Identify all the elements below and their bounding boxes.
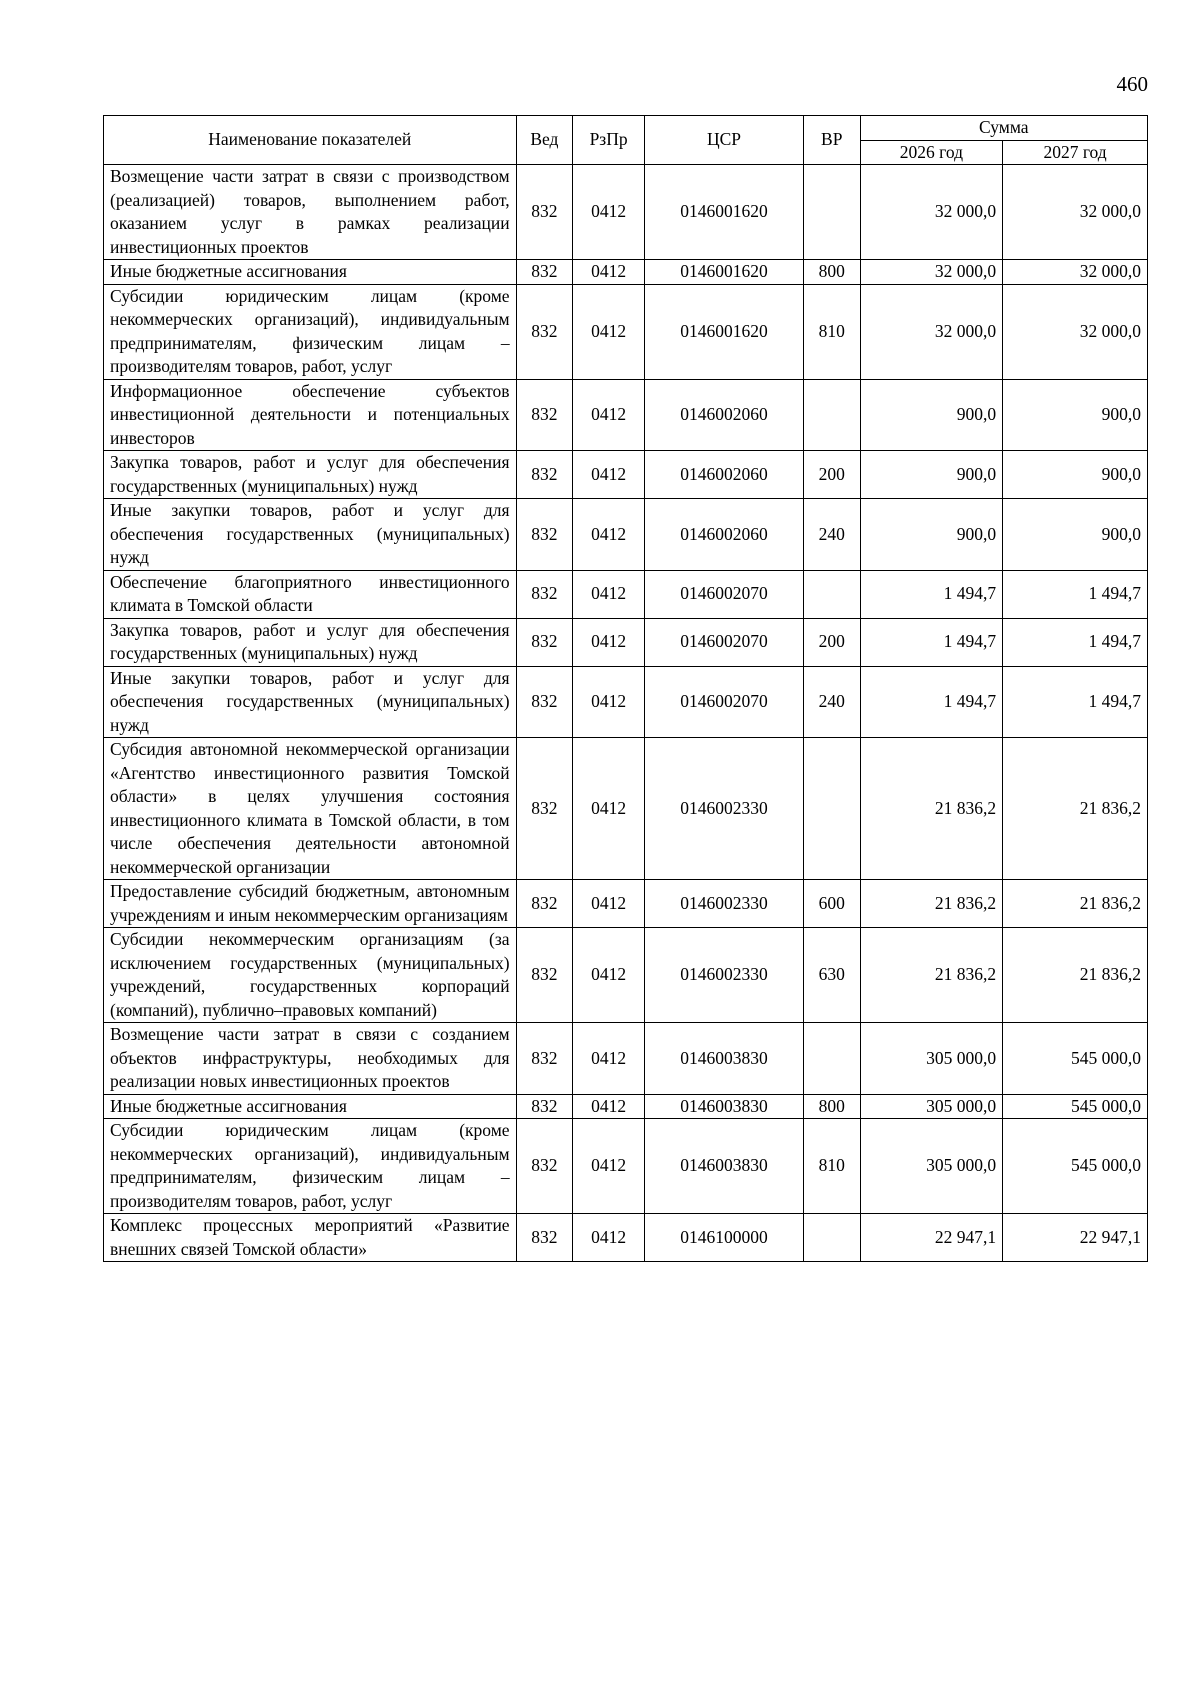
row-ved-cell: 832 [516,260,573,285]
row-name-cell: Возмещение части затрат в связи с производством (реализацией) товаров, выполнением работ, оказанием услуг в рамках реализации инвестиционных проектов [104,165,517,260]
row-sum-2027-cell: 21 836,2 [1003,738,1148,880]
row-name-cell: Комплекс процессных мероприятий «Развитие внешних связей Томской области» [104,1214,517,1262]
table-row [104,1023,1148,1095]
row-rzpr-cell: 0412 [573,738,645,880]
row-sum-2026-cell: 21 836,2 [860,880,1003,928]
row-csr-cell: 0146002330 [645,928,804,1023]
row-name-cell: Субсидии юридическим лицам (кроме некоммерческих организаций), индивидуальным предпринимателям, физическим лицам – производителям товаров, работ, услуг [104,1119,517,1214]
table-row [104,618,1148,666]
row-rzpr-cell: 0412 [573,618,645,666]
row-sum-2026-cell: 1 494,7 [860,618,1003,666]
row-ved-cell: 832 [516,928,573,1023]
row-ved-cell: 832 [516,1023,573,1095]
header-rzpr: РзПр [573,116,645,165]
row-sum-2026-cell: 32 000,0 [860,284,1003,379]
row-sum-2026-cell: 1 494,7 [860,666,1003,738]
row-sum-2026-cell: 305 000,0 [860,1094,1003,1119]
row-sum-2026-cell: 900,0 [860,379,1003,451]
table-row [104,260,1148,285]
table-row [104,1214,1148,1262]
row-csr-cell: 0146001620 [645,284,804,379]
row-sum-2027-cell: 1 494,7 [1003,570,1148,618]
row-ved-cell: 832 [516,1119,573,1214]
row-vr-cell [803,1214,860,1262]
table-row [104,880,1148,928]
row-vr-cell: 200 [803,618,860,666]
row-sum-2026-cell: 21 836,2 [860,738,1003,880]
row-rzpr-cell: 0412 [573,284,645,379]
row-sum-2027-cell: 32 000,0 [1003,260,1148,285]
row-vr-cell: 600 [803,880,860,928]
row-vr-cell: 810 [803,284,860,379]
row-sum-2027-cell: 22 947,1 [1003,1214,1148,1262]
row-sum-2026-cell: 1 494,7 [860,570,1003,618]
row-rzpr-cell: 0412 [573,1214,645,1262]
table-row [104,738,1148,880]
row-vr-cell: 240 [803,666,860,738]
row-name-cell: Субсидия автономной некоммерческой организации «Агентство инвестиционного развития Томской области» в целях улучшения состояния инвестиционного климата в Томской области, в том числе обеспечения деятельности автономной некоммерческой организации [104,738,517,880]
row-ved-cell: 832 [516,451,573,499]
row-sum-2027-cell: 1 494,7 [1003,666,1148,738]
row-name-cell: Закупка товаров, работ и услуг для обеспечения государственных (муниципальных) нужд [104,451,517,499]
header-csr: ЦСР [645,116,804,165]
row-csr-cell: 0146001620 [645,165,804,260]
row-sum-2026-cell: 900,0 [860,499,1003,571]
row-rzpr-cell: 0412 [573,928,645,1023]
row-csr-cell: 0146002330 [645,738,804,880]
row-sum-2027-cell: 900,0 [1003,451,1148,499]
table-row [104,379,1148,451]
row-sum-2026-cell: 32 000,0 [860,165,1003,260]
row-ved-cell: 832 [516,570,573,618]
table-row [104,570,1148,618]
row-ved-cell: 832 [516,499,573,571]
row-ved-cell: 832 [516,1214,573,1262]
row-name-cell: Предоставление субсидий бюджетным, автономным учреждениям и иным некоммерческим организациям [104,880,517,928]
row-sum-2027-cell: 21 836,2 [1003,880,1148,928]
header-sum: Сумма [860,116,1147,141]
table-row [104,284,1148,379]
table-row [104,1094,1148,1119]
header-vr: ВР [803,116,860,165]
row-name-cell: Иные бюджетные ассигнования [104,260,517,285]
table-row [104,1119,1148,1214]
row-csr-cell: 0146002070 [645,618,804,666]
header-ved: Вед [516,116,573,165]
row-sum-2027-cell: 1 494,7 [1003,618,1148,666]
row-ved-cell: 832 [516,666,573,738]
row-rzpr-cell: 0412 [573,666,645,738]
row-rzpr-cell: 0412 [573,880,645,928]
row-csr-cell: 0146100000 [645,1214,804,1262]
header-name: Наименование показателей [104,116,517,165]
row-sum-2027-cell: 545 000,0 [1003,1119,1148,1214]
row-sum-2027-cell: 545 000,0 [1003,1023,1148,1095]
row-name-cell: Информационное обеспечение субъектов инвестиционной деятельности и потенциальных инвесторов [104,379,517,451]
row-vr-cell: 240 [803,499,860,571]
row-vr-cell [803,1023,860,1095]
row-ved-cell: 832 [516,618,573,666]
row-name-cell: Возмещение части затрат в связи с созданием объектов инфраструктуры, необходимых для реализации новых инвестиционных проектов [104,1023,517,1095]
row-sum-2026-cell: 305 000,0 [860,1119,1003,1214]
row-rzpr-cell: 0412 [573,499,645,571]
page-number: 460 [1116,72,1148,96]
row-sum-2026-cell: 21 836,2 [860,928,1003,1023]
row-rzpr-cell: 0412 [573,1023,645,1095]
row-name-cell: Иные закупки товаров, работ и услуг для обеспечения государственных (муниципальных) нужд [104,499,517,571]
row-sum-2027-cell: 900,0 [1003,499,1148,571]
row-ved-cell: 832 [516,738,573,880]
row-name-cell: Субсидии юридическим лицам (кроме некоммерческих организаций), индивидуальным предпринимателям, физическим лицам – производителям товаров, работ, услуг [104,284,517,379]
budget-table [103,115,1148,1262]
row-vr-cell [803,379,860,451]
row-vr-cell: 630 [803,928,860,1023]
row-rzpr-cell: 0412 [573,1119,645,1214]
row-sum-2027-cell: 545 000,0 [1003,1094,1148,1119]
table-row [104,928,1148,1023]
table-row [104,451,1148,499]
row-csr-cell: 0146002070 [645,666,804,738]
row-ved-cell: 832 [516,165,573,260]
row-sum-2027-cell: 900,0 [1003,379,1148,451]
row-sum-2026-cell: 900,0 [860,451,1003,499]
row-csr-cell: 0146003830 [645,1094,804,1119]
table-row [104,499,1148,571]
row-vr-cell [803,165,860,260]
row-csr-cell: 0146002330 [645,880,804,928]
row-sum-2026-cell: 32 000,0 [860,260,1003,285]
row-csr-cell: 0146002060 [645,499,804,571]
row-vr-cell: 810 [803,1119,860,1214]
row-name-cell: Иные бюджетные ассигнования [104,1094,517,1119]
row-sum-2027-cell: 32 000,0 [1003,284,1148,379]
row-sum-2026-cell: 22 947,1 [860,1214,1003,1262]
row-ved-cell: 832 [516,284,573,379]
row-name-cell: Иные закупки товаров, работ и услуг для обеспечения государственных (муниципальных) нужд [104,666,517,738]
row-rzpr-cell: 0412 [573,260,645,285]
row-csr-cell: 0146002070 [645,570,804,618]
row-csr-cell: 0146003830 [645,1023,804,1095]
row-name-cell: Закупка товаров, работ и услуг для обеспечения государственных (муниципальных) нужд [104,618,517,666]
header-year-2026: 2026 год [860,140,1003,165]
row-sum-2027-cell: 21 836,2 [1003,928,1148,1023]
row-sum-2027-cell: 32 000,0 [1003,165,1148,260]
row-csr-cell: 0146002060 [645,379,804,451]
row-name-cell: Субсидии некоммерческим организациям (за исключением государственных (муниципальных) учреждений, государственных корпораций (компаний), публично–правовых компаний) [104,928,517,1023]
row-rzpr-cell: 0412 [573,570,645,618]
row-csr-cell: 0146002060 [645,451,804,499]
table-body [104,165,1148,1262]
row-vr-cell [803,738,860,880]
row-ved-cell: 832 [516,880,573,928]
row-rzpr-cell: 0412 [573,379,645,451]
table-header [104,116,1148,165]
table-row [104,666,1148,738]
table-row [104,165,1148,260]
row-ved-cell: 832 [516,379,573,451]
row-name-cell: Обеспечение благоприятного инвестиционного климата в Томской области [104,570,517,618]
row-ved-cell: 832 [516,1094,573,1119]
row-vr-cell: 800 [803,1094,860,1119]
row-csr-cell: 0146001620 [645,260,804,285]
row-rzpr-cell: 0412 [573,1094,645,1119]
row-vr-cell: 800 [803,260,860,285]
header-year-2027: 2027 год [1003,140,1148,165]
row-rzpr-cell: 0412 [573,165,645,260]
row-rzpr-cell: 0412 [573,451,645,499]
row-sum-2026-cell: 305 000,0 [860,1023,1003,1095]
row-vr-cell: 200 [803,451,860,499]
row-csr-cell: 0146003830 [645,1119,804,1214]
row-vr-cell [803,570,860,618]
